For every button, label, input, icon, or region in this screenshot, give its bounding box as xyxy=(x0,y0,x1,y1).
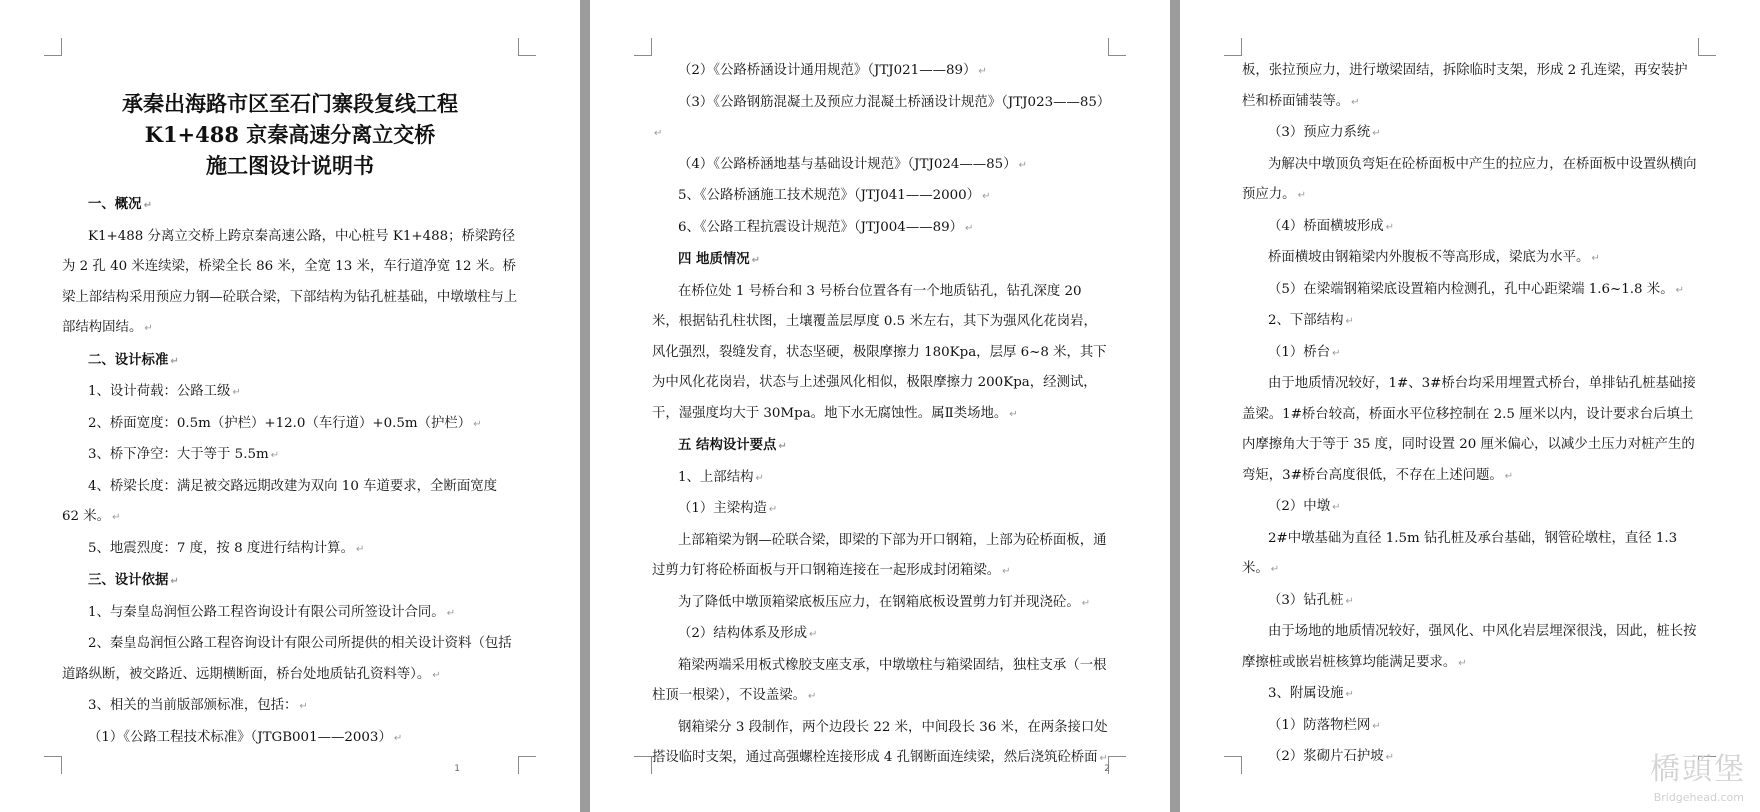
margin-corner-top-right xyxy=(1108,38,1126,56)
watermark-url: Bridgehead.com xyxy=(1653,791,1744,804)
document-page-2 xyxy=(590,0,1170,812)
paragraph-text: （5）在梁端钢箱梁底设置箱内检测孔，孔中心距梁端 1.6~1.8 米。 xyxy=(1268,281,1674,297)
margin-corner-bottom-left xyxy=(634,756,652,774)
section-heading xyxy=(62,189,518,222)
paragraph xyxy=(62,598,518,630)
paragraph-mark-icon: ↵ xyxy=(170,355,179,367)
paragraph xyxy=(62,534,518,566)
paragraph-mark-icon: ↵ xyxy=(1385,221,1395,233)
paragraph xyxy=(1242,369,1698,492)
paragraph xyxy=(1242,617,1698,679)
paragraph-mark-icon: ↵ xyxy=(1297,190,1306,201)
paragraph-text: 桥面横坡由钢箱梁内外腹板不等高形成，梁底为水平。 xyxy=(1268,250,1590,265)
paragraph-text: 5、《公路桥涵施工技术规范》（JTJ041——2000） xyxy=(678,188,981,203)
paragraph-mark-icon: ↵ xyxy=(143,200,152,211)
paragraph-text: 一、概况 xyxy=(88,196,142,212)
paragraph xyxy=(652,88,1111,150)
paragraph xyxy=(652,463,1108,495)
paragraph-text: 在桥位处 1 号桥台和 3 号桥台位置各有一个地质钻孔，钻孔深度 20 米，根据钻孔柱状图，土壤覆盖层厚度 0.5 米左右，其下为强风化花岗岩，风化强烈，裂缝发育，状态坚硬，极限摩擦力 180Kpa，层厚 6~8 米，其下为中风化花岗岩，状态与上述强风化相似，极限摩擦力 200Kpa，经测试，干，湿强度均大于 30Mpa。地下水无腐蚀性。属Ⅱ类场地。 xyxy=(652,283,1107,421)
paragraph-text: （2）中墩 xyxy=(1268,499,1331,514)
paragraph xyxy=(1242,586,1698,618)
paragraph-list xyxy=(1242,56,1698,774)
paragraph xyxy=(62,222,518,345)
paragraph xyxy=(62,409,518,441)
paragraph-text: 上部箱梁为钢—砼联合梁，即梁的下部为开口钢箱，上部为砼桥面板，通过剪力钉将砼桥面板与开口钢箱连接在一起形成封闭箱梁。 xyxy=(652,532,1107,578)
paragraph xyxy=(652,181,1108,213)
margin-corner-bottom-right xyxy=(1108,756,1126,774)
title-line: K1+488 京秦高速分离立交桥 xyxy=(144,122,436,147)
page-number: 2 xyxy=(1104,764,1110,774)
paragraph-text: （2）浆砌片石护坡 xyxy=(1268,749,1384,764)
paragraph-text: （3）钻孔桩 xyxy=(1268,592,1344,608)
paragraph-mark-icon: ↵ xyxy=(1332,502,1341,513)
paragraph-text: 四 地质情况 xyxy=(678,251,750,267)
paragraph-mark-icon: ↵ xyxy=(355,543,365,555)
paragraph-text: 三、设计依据 xyxy=(88,572,169,588)
margin-corner-bottom-right xyxy=(518,756,536,774)
paragraph xyxy=(1242,711,1698,743)
paragraph xyxy=(1242,306,1698,338)
paragraph-mark-icon: ↵ xyxy=(432,669,441,681)
paragraph xyxy=(652,277,1108,431)
paragraph xyxy=(1242,243,1698,275)
title-line: 施工图设计说明书 xyxy=(206,153,374,178)
paragraph xyxy=(652,588,1108,620)
paragraph-mark-icon: ↵ xyxy=(982,191,991,202)
paragraph-mark-icon: ↵ xyxy=(1002,566,1011,577)
paragraph-text: 5、地震烈度：7 度，按 8 度进行结构计算。 xyxy=(88,540,354,556)
paragraph-mark-icon: ↵ xyxy=(1372,128,1381,139)
paragraph-mark-icon: ↵ xyxy=(1385,752,1395,763)
paragraph-text: （2）《公路桥涵设计通用规范》（JTJ021——89） xyxy=(678,63,977,78)
paragraph-mark-icon: ↵ xyxy=(1458,657,1467,669)
paragraph-mark-icon: ↵ xyxy=(232,387,241,398)
paragraph-text: 由于地质情况较好，1#、3#桥台均采用埋置式桥台，单排钻孔桩基础接盖梁。1#桥台较高，桥面水平位移控制在 2.5 厘米以内，设计要求台后填土内摩擦角大于等于 35 度，同时设置 20 厘米偏心，以减少土压力对桩产生的弯矩，3#桥台高度很低，不存在上述问题。 xyxy=(1242,376,1696,483)
paragraph xyxy=(1242,150,1698,212)
paragraph-mark-icon: ↵ xyxy=(1099,753,1108,764)
paragraph xyxy=(1242,524,1698,586)
document-page-3 xyxy=(1180,0,1760,812)
paragraph-mark-icon: ↵ xyxy=(755,472,764,484)
paragraph-mark-icon: ↵ xyxy=(1081,597,1091,609)
paragraph-mark-icon: ↵ xyxy=(144,323,153,334)
paragraph-text: （4）桥面横坡形成 xyxy=(1268,218,1384,234)
paragraph xyxy=(62,377,518,409)
paragraph xyxy=(1242,742,1698,774)
paragraph-text: 为了降低中墩顶箱梁底板压应力，在钢箱底板设置剪力钉并现浇砼。 xyxy=(678,594,1080,610)
paragraph-text: （3）《公路钢筋混凝土及预应力混凝土桥涵设计规范》（JTJ023——85） xyxy=(678,94,1111,110)
paragraph-mark-icon: ↵ xyxy=(1345,689,1354,700)
paragraph-mark-icon: ↵ xyxy=(446,607,456,619)
paragraph xyxy=(62,472,518,534)
margin-corner-bottom-left xyxy=(44,756,62,774)
paragraph-mark-icon: ↵ xyxy=(1332,347,1341,359)
paragraph xyxy=(1242,338,1698,370)
paragraph-text: 1、与秦皇岛润恒公路工程咨询设计有限公司所签设计合同。 xyxy=(88,604,445,620)
paragraph-mark-icon: ↵ xyxy=(112,512,121,523)
paragraph-mark-icon: ↵ xyxy=(1345,595,1354,607)
paragraph-text: 为解决中墩顶负弯矩在砼桥面板中产生的拉应力，在桥面板中设置纵横向预应力。 xyxy=(1242,156,1697,202)
paragraph-list xyxy=(652,56,1111,775)
paragraph-mark-icon: ↵ xyxy=(1270,564,1280,575)
paragraph xyxy=(1242,56,1698,118)
paragraph xyxy=(652,526,1108,588)
paragraph-mark-icon: ↵ xyxy=(965,222,974,234)
paragraph-text: （3）预应力系统 xyxy=(1268,125,1371,140)
page-number: 1 xyxy=(454,764,460,774)
paragraph-text: 1、上部结构 xyxy=(678,469,754,485)
paragraph-text: （1）主梁构造 xyxy=(678,501,767,516)
paragraph xyxy=(652,213,1108,245)
paragraph-text: 钢箱梁分 3 段制作，两个边段长 22 米，中间段长 36 米，在两条接口处搭设临时支架，通过高强螺栓连接形成 4 孔钢断面连续梁，然后浇筑砼桥面 xyxy=(652,719,1108,765)
title-line: 承秦出海路市区至石门寨段复线工程 xyxy=(122,91,458,116)
paragraph-mark-icon: ↵ xyxy=(978,66,987,77)
paragraph-text: 3、桥下净空：大于等于 5.5m xyxy=(88,447,269,462)
paragraph-text: 1、设计荷载：公路工级 xyxy=(88,384,231,399)
paragraph xyxy=(1242,275,1698,307)
paragraph xyxy=(652,150,1108,182)
paragraph-text: 6、《公路工程抗震设计规范》（JTJ004——89） xyxy=(678,219,964,235)
paragraph xyxy=(62,691,518,723)
paragraph xyxy=(652,619,1108,651)
paragraph-text: 二、设计标准 xyxy=(88,351,169,368)
paragraph-mark-icon: ↵ xyxy=(473,418,482,430)
paragraph xyxy=(1242,492,1698,524)
paragraph-mark-icon: ↵ xyxy=(778,441,787,452)
paragraph-mark-icon: ↵ xyxy=(393,732,403,744)
paragraph-text: 由于场地的地质情况较好，强风化、中风化岩层埋深很浅，因此，桩长按摩擦桩或嵌岩桩核算均能满足要求。 xyxy=(1242,624,1697,670)
paragraph xyxy=(652,713,1108,775)
paragraph-mark-icon: ↵ xyxy=(1345,316,1354,327)
section-heading xyxy=(652,244,1108,277)
section-heading xyxy=(62,345,518,378)
paragraph-text: 4、桥梁长度：满足被交路远期改建为双向 10 车道要求，全断面宽度 62 米。 xyxy=(62,478,498,524)
margin-corner-top-left xyxy=(44,38,62,56)
paragraph-mark-icon: ↵ xyxy=(299,701,308,712)
paragraph xyxy=(1242,212,1698,244)
paragraph-mark-icon: ↵ xyxy=(270,450,280,461)
paragraph-text: 2、秦皇岛润恒公路工程咨询设计有限公司所提供的相关设计资料（包括道路纵断，被交路近、远期横断面，桥台处地质钻孔资料等）。 xyxy=(62,636,512,682)
margin-corner-top-left xyxy=(634,38,652,56)
paragraph xyxy=(62,723,518,755)
paragraph xyxy=(652,651,1108,713)
paragraph-text: 板，张拉预应力，进行墩梁固结，拆除临时支架，形成 2 孔连梁，再安装护栏和桥面铺装等。 xyxy=(1242,63,1688,109)
paragraph xyxy=(652,494,1108,526)
margin-corner-bottom-left xyxy=(1224,756,1242,774)
paragraph-mark-icon: ↵ xyxy=(1018,159,1027,171)
paragraph-mark-icon: ↵ xyxy=(809,629,818,640)
margin-corner-top-right xyxy=(518,38,536,56)
paragraph xyxy=(1242,118,1698,150)
paragraph-text: （1）桥台 xyxy=(1268,344,1331,360)
paragraph-text: 3、附属设施 xyxy=(1268,686,1344,701)
document-title xyxy=(62,88,518,181)
paragraph-mark-icon: ↵ xyxy=(768,504,778,515)
paragraph-mark-icon: ↵ xyxy=(1372,720,1381,732)
paragraph-mark-icon: ↵ xyxy=(808,691,817,702)
paragraph-mark-icon: ↵ xyxy=(1009,408,1018,420)
watermark-logo: 橋頭堡 xyxy=(1650,752,1746,787)
paragraph-mark-icon: ↵ xyxy=(1591,253,1600,264)
margin-corner-top-left xyxy=(1224,38,1242,56)
paragraph-text: 2#中墩基础为直径 1.5m 钻孔桩及承台基础，钢管砼墩柱，直径 1.3 米。 xyxy=(1242,530,1678,576)
paragraph-text: K1+488 分离立交桥上跨京秦高速公路，中心桩号 K1+488；桥梁跨径为 2 孔 40 米连续梁，桥梁全长 86 米，全宽 13 米，车行道净宽 12 米。桥梁上部结构采用预应力钢—砼联合梁，下部结构为钻孔桩基础，中墩墩柱与上部结构固结。 xyxy=(62,228,518,335)
section-heading xyxy=(62,565,518,598)
paragraph-text: （4）《公路桥涵地基与基础设计规范》（JTJ024——85） xyxy=(678,156,1017,172)
paragraph-mark-icon: ↵ xyxy=(751,255,761,266)
paragraph-text: （2）结构体系及形成 xyxy=(678,626,808,641)
paragraph-text: （1）防落物栏网 xyxy=(1268,717,1371,733)
paragraph xyxy=(62,629,518,691)
paragraph xyxy=(1242,679,1698,711)
paragraph-text: 箱梁两端采用板式橡胶支座支承，中墩墩柱与箱梁固结，独柱支承（一根柱顶一根梁），不设盖梁。 xyxy=(652,657,1107,703)
margin-corner-top-right xyxy=(1698,38,1716,56)
paragraph xyxy=(62,440,518,472)
paragraph-text: （1）《公路工程技术标准》（JTGB001——2003） xyxy=(88,729,392,745)
paragraph-mark-icon: ↵ xyxy=(1504,470,1514,482)
document-page-1 xyxy=(0,0,580,812)
paragraph-text: 2、下部结构 xyxy=(1268,313,1344,328)
paragraph-mark-icon: ↵ xyxy=(654,128,663,139)
section-heading xyxy=(652,430,1108,463)
paragraph-mark-icon: ↵ xyxy=(1675,284,1684,296)
paragraph-mark-icon: ↵ xyxy=(1351,96,1360,108)
paragraph-mark-icon: ↵ xyxy=(170,576,179,587)
paragraph-list xyxy=(62,189,518,754)
paragraph-text: 2、桥面宽度：0.5m（护栏）+12.0（车行道）+0.5m（护栏） xyxy=(88,415,472,431)
paragraph-text: 五 结构设计要点 xyxy=(678,437,777,453)
paragraph xyxy=(652,56,1108,88)
paragraph-text: 3、相关的当前版部颁标准，包括： xyxy=(88,698,298,713)
